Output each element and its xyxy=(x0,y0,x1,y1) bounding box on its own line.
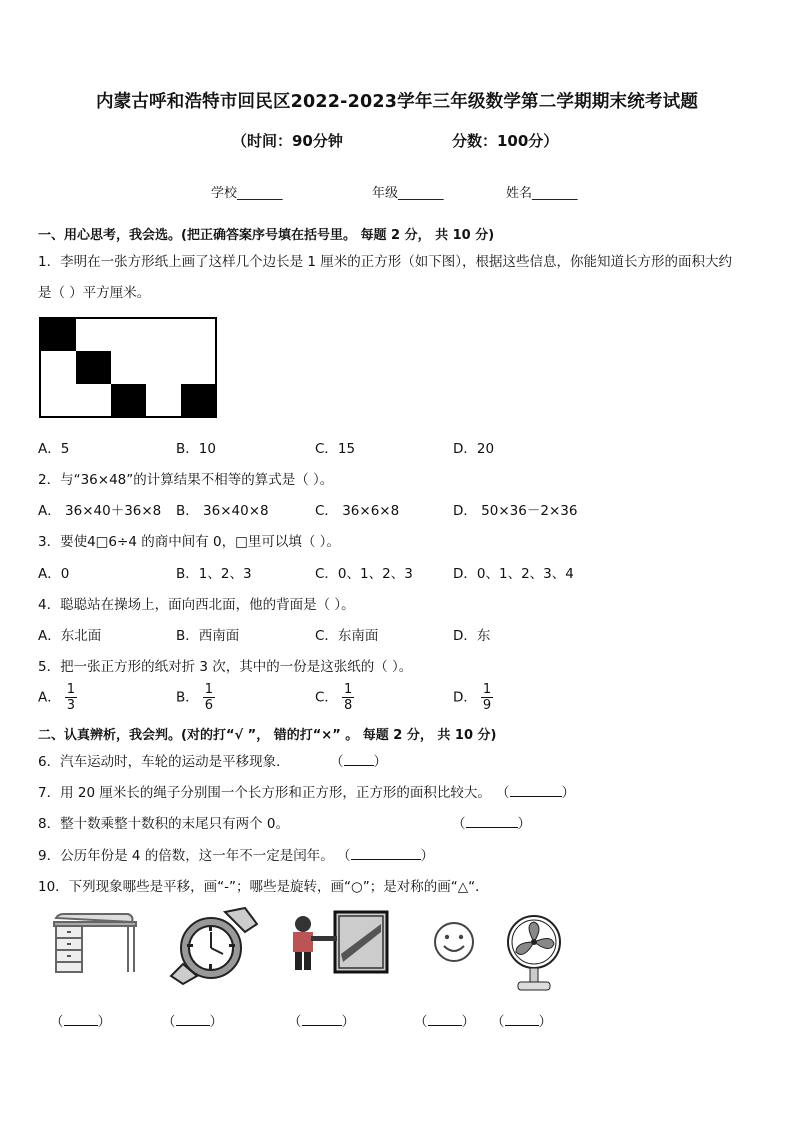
paren-close: ） xyxy=(97,1014,111,1030)
fraction xyxy=(65,682,77,713)
answer-line xyxy=(466,815,518,828)
q8-answer-blank[interactable] xyxy=(452,812,531,832)
q9-answer-blank[interactable] xyxy=(337,844,434,864)
paren-open: （ xyxy=(162,1014,176,1030)
question-9: 9．公历年份是 4 的倍数，这一年不一定是闰年。 xyxy=(38,848,334,864)
paren-close: ） xyxy=(209,1014,223,1030)
q1-option-a[interactable]: A．5 xyxy=(38,441,70,457)
paren-close: ） xyxy=(538,1014,552,1030)
question-2: 2．与“36×48”的计算结果不相等的算式是（ ）。 xyxy=(38,472,334,488)
question-1-line-1: 1．李明在一张方形纸上画了这样几个边长是 1 厘米的正方形（如下图），根据这些信息，你能知道长方形的面积大约 xyxy=(38,254,733,270)
question-5: 5．把一张正方形的纸对折 3 次，其中的一份是这张纸的（ ）。 xyxy=(38,659,413,675)
paren-open: （ xyxy=(50,1014,64,1030)
paren-open: （ xyxy=(414,1014,428,1030)
grade-field: 年级_______ xyxy=(372,186,444,201)
q10-blank-4[interactable] xyxy=(414,1010,475,1030)
answer-line xyxy=(510,784,562,797)
answer-line xyxy=(428,1013,462,1026)
question-7: 7．用 20 厘米长的绳子分别围一个长方形和正方形，正方形的面积比较大。 xyxy=(38,785,491,801)
school-field: 学校_______ xyxy=(211,186,283,201)
paren-close: ） xyxy=(420,848,434,864)
q5-option-c[interactable] xyxy=(315,682,354,713)
smiley-icon xyxy=(432,920,476,964)
name-field: 姓名_______ xyxy=(506,186,578,201)
q10-blank-3[interactable] xyxy=(288,1010,355,1030)
q4-option-d[interactable]: D．东 xyxy=(453,628,491,644)
question-10: 10．下列现象哪些是平移，画“-”；哪些是旋转，画“○”；是对称的画“△“． xyxy=(38,879,489,895)
q10-blank-2[interactable] xyxy=(162,1010,223,1030)
answer-line xyxy=(302,1013,342,1026)
q5-option-c-label: C． xyxy=(315,689,338,706)
fraction-numerator: 1 xyxy=(204,682,214,697)
paren-open: （ xyxy=(337,848,351,864)
q5-option-b-label: B． xyxy=(176,689,199,706)
paren-open: （ xyxy=(330,754,344,770)
paren-close: ） xyxy=(461,1014,475,1030)
answer-line xyxy=(344,753,374,766)
answer-line xyxy=(505,1013,539,1026)
answer-line xyxy=(64,1013,98,1026)
paren-open: （ xyxy=(496,785,510,801)
question-6: 6．汽车运动时，车轮的运动是平移现象． xyxy=(38,754,290,770)
fraction xyxy=(342,682,354,713)
q2-option-a[interactable]: A． 36×40＋36×8 xyxy=(38,503,162,519)
q4-option-b[interactable]: B．西南面 xyxy=(176,628,240,644)
question-4: 4．聪聪站在操场上，面向西北面，他的背面是（ ）。 xyxy=(38,597,355,613)
q3-option-b[interactable]: B．1、2、3 xyxy=(176,566,252,582)
fraction-denominator: 6 xyxy=(204,698,214,713)
paren-close: ） xyxy=(341,1014,355,1030)
paren-close: ） xyxy=(517,816,531,832)
answer-line xyxy=(176,1013,210,1026)
q10-blank-5[interactable] xyxy=(491,1010,552,1030)
paren-open: （ xyxy=(491,1014,505,1030)
q6-answer-blank[interactable] xyxy=(330,750,387,770)
paren-close: ） xyxy=(373,754,387,770)
fraction-numerator: 1 xyxy=(482,682,492,697)
q5-option-a[interactable] xyxy=(38,682,77,713)
fraction-denominator: 3 xyxy=(66,698,76,713)
paren-open: （ xyxy=(288,1014,302,1030)
q3-option-d[interactable]: D．0、1、2、3、4 xyxy=(453,566,574,582)
fraction-numerator: 1 xyxy=(66,682,76,697)
q4-option-a[interactable]: A．东北面 xyxy=(38,628,102,644)
paren-open: （ xyxy=(452,816,466,832)
q5-option-d[interactable] xyxy=(453,682,493,713)
fraction-denominator: 9 xyxy=(482,698,492,713)
window-push-icon xyxy=(283,910,389,974)
exam-score: 分数：100分） xyxy=(452,132,559,150)
fan-icon xyxy=(502,914,566,992)
q10-blank-1[interactable] xyxy=(50,1010,111,1030)
exam-time: （时间：90分钟 xyxy=(232,132,343,150)
section-1-heading: 一、用心思考，我会选。(把正确答案序号填在括号里。 每题 2 分， 共 10 分) xyxy=(38,228,495,243)
q4-option-c[interactable]: C．东南面 xyxy=(315,628,379,644)
q5-option-d-label: D． xyxy=(453,689,477,706)
q2-option-c[interactable]: C． 36×6×8 xyxy=(315,503,400,519)
q1-option-b[interactable]: B．10 xyxy=(176,441,216,457)
q7-answer-blank[interactable] xyxy=(496,781,575,801)
fraction-denominator: 8 xyxy=(343,698,353,713)
section-2-heading: 二、认真辨析，我会判。(对的打“√ ”， 错的打“×” 。 每题 2 分， 共 10 分) xyxy=(38,728,497,743)
q2-option-d[interactable]: D． 50×36－2×36 xyxy=(453,503,578,519)
watch-icon xyxy=(165,906,260,986)
q5-option-a-label: A． xyxy=(38,689,61,706)
question-8: 8．整十数乘整十数积的末尾只有两个 0。 xyxy=(38,816,289,832)
question-1-line-2: 是（ ）平方厘米。 xyxy=(38,285,151,301)
q2-option-b[interactable]: B． 36×40×8 xyxy=(176,503,269,519)
q3-option-c[interactable]: C．0、1、2、3 xyxy=(315,566,413,582)
q1-option-d[interactable]: D．20 xyxy=(453,441,495,457)
q3-option-a[interactable]: A．0 xyxy=(38,566,70,582)
q5-option-b[interactable] xyxy=(176,682,215,713)
page-title: 内蒙古呼和浩特市回民区2022-2023学年三年级数学第二学期期末统考试题 xyxy=(95,92,699,112)
fraction xyxy=(481,682,493,713)
question-3: 3．要使4□6÷4 的商中间有 0，□里可以填（ ）。 xyxy=(38,534,340,550)
answer-line xyxy=(351,847,421,860)
fraction-numerator: 1 xyxy=(343,682,353,697)
fraction xyxy=(203,682,215,713)
paren-close: ） xyxy=(561,785,575,801)
squares-figure xyxy=(39,317,219,418)
desk-icon xyxy=(48,912,138,974)
q1-option-c[interactable]: C．15 xyxy=(315,441,356,457)
